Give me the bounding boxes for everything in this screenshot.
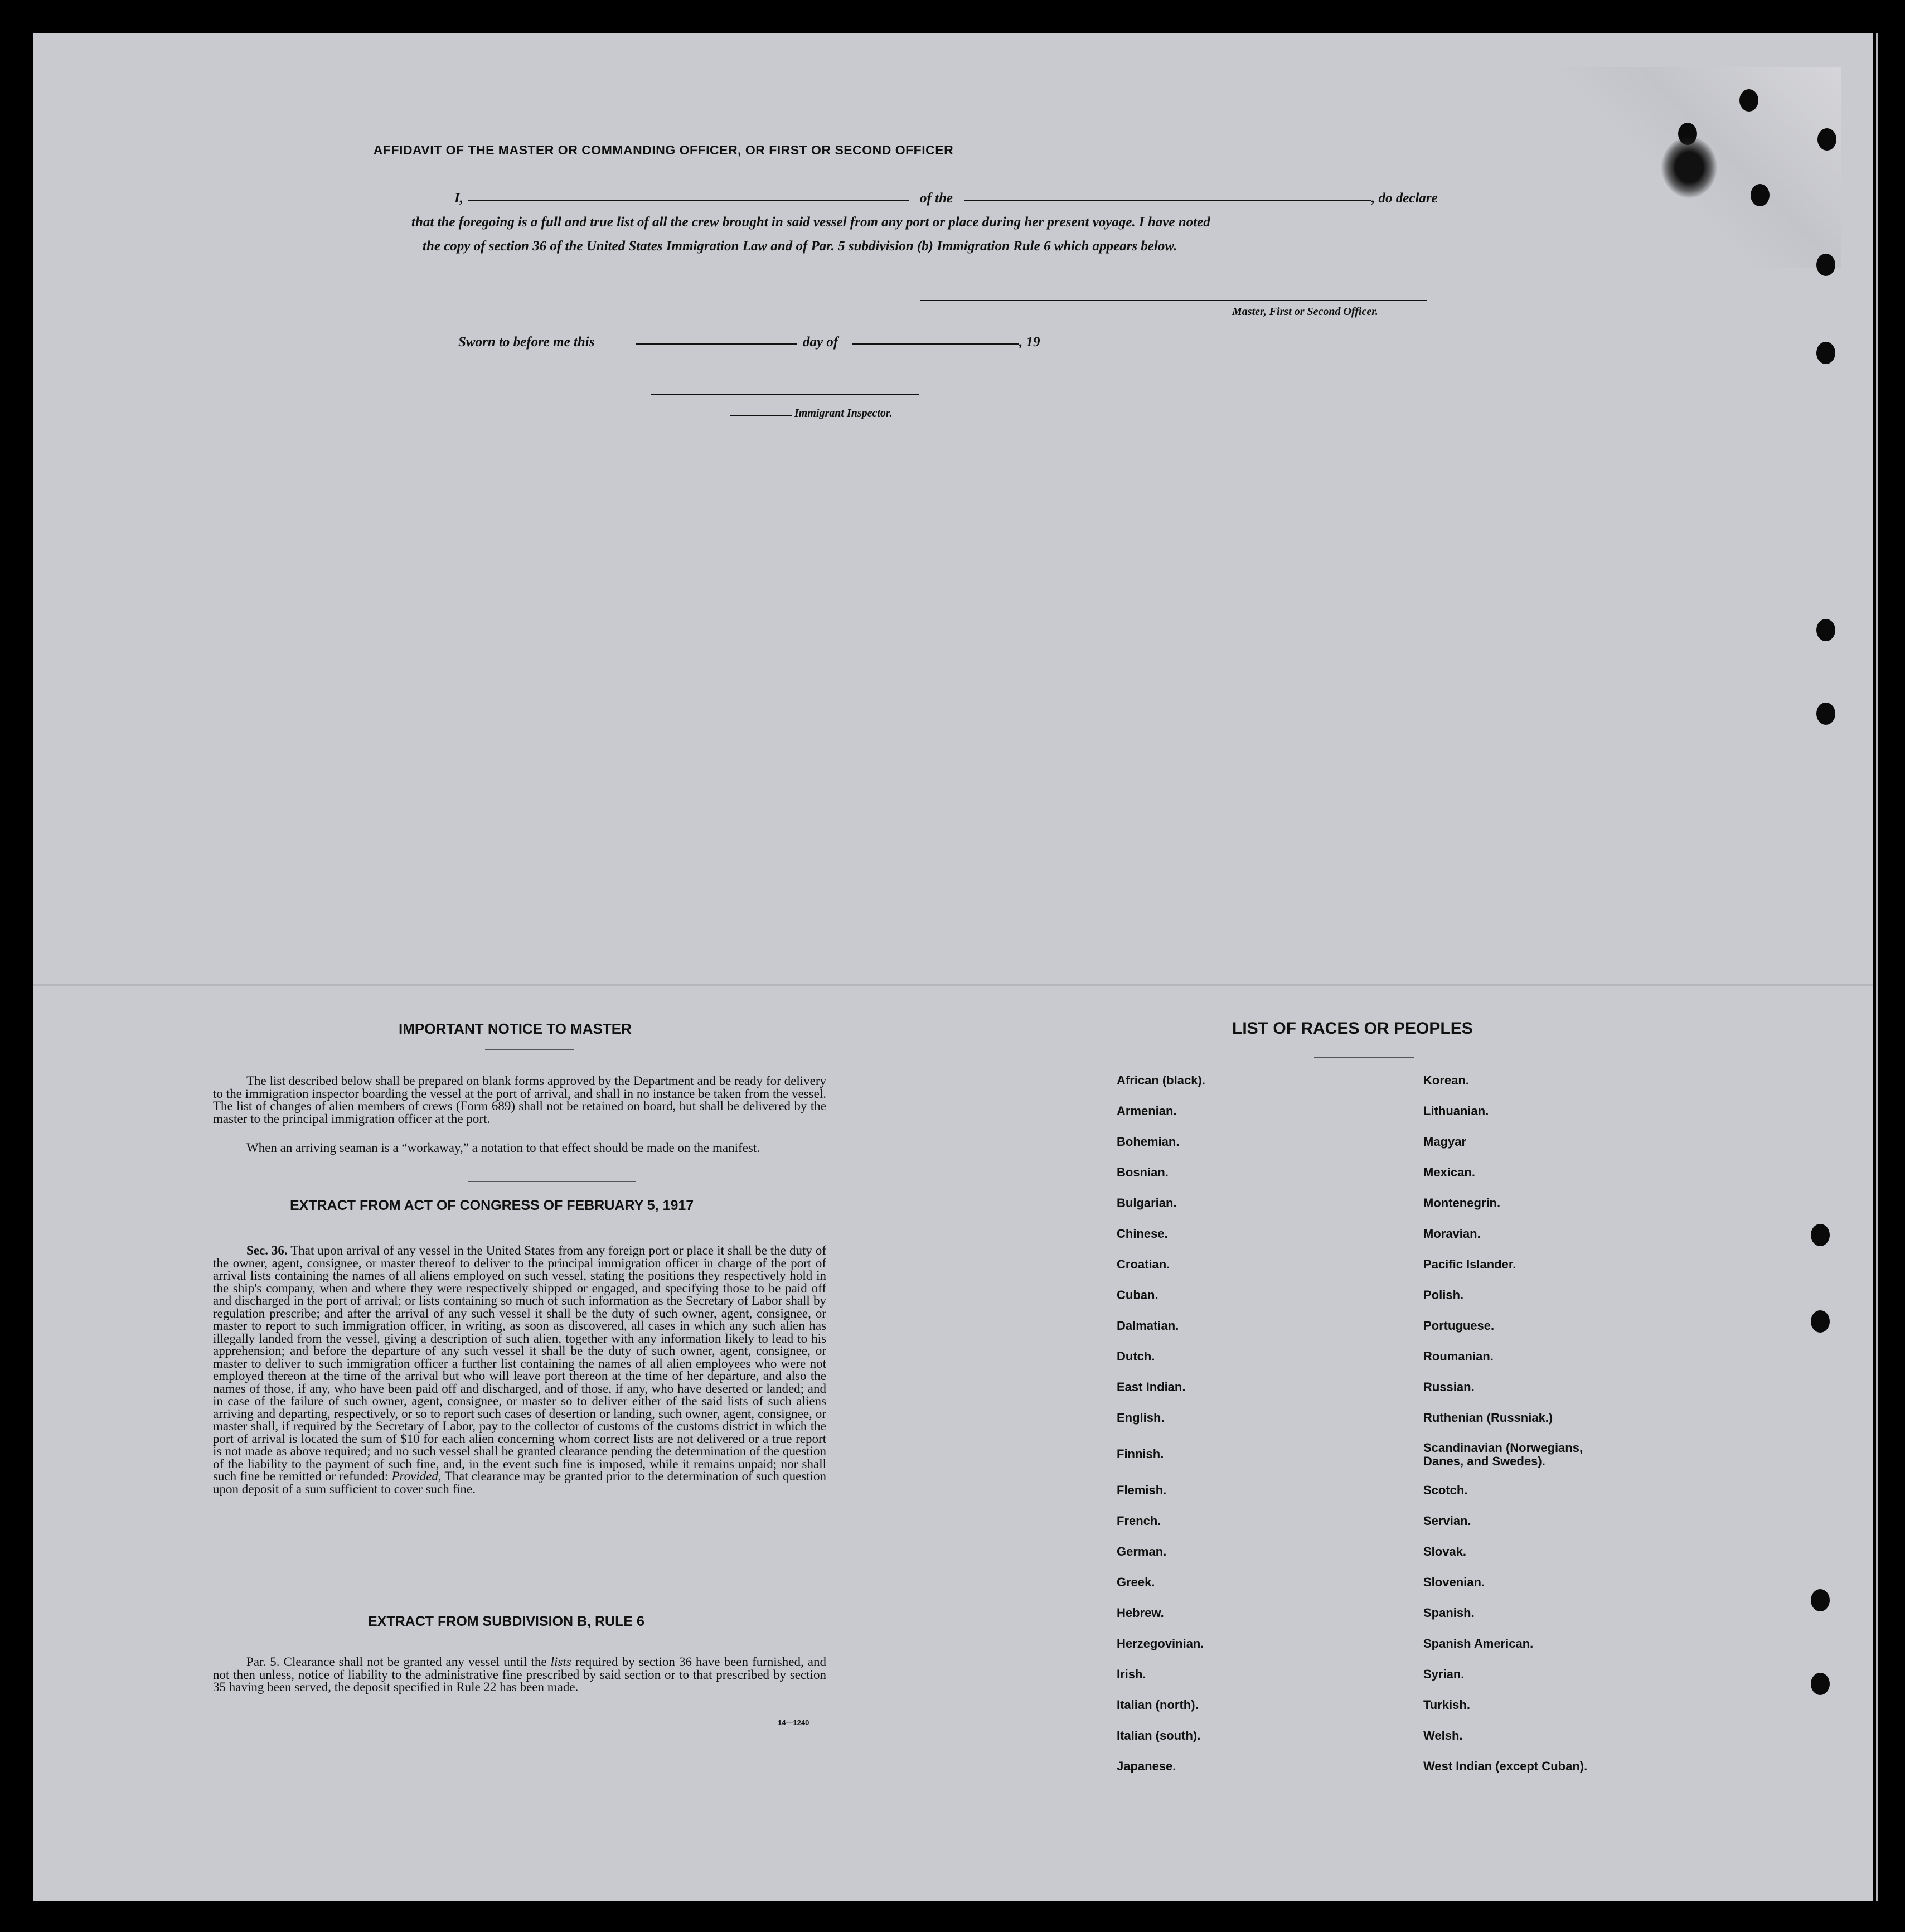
race-item: East Indian. bbox=[1117, 1380, 1186, 1394]
inspector-signature-field[interactable] bbox=[651, 394, 919, 395]
punch-hole-icon bbox=[1816, 342, 1835, 364]
punch-hole-icon bbox=[1811, 1673, 1830, 1695]
race-item: Bulgarian. bbox=[1117, 1196, 1177, 1210]
race-item: Moravian. bbox=[1423, 1227, 1481, 1241]
race-item: Dutch. bbox=[1117, 1349, 1155, 1363]
extract1-title: EXTRACT FROM ACT OF CONGRESS OF FEBRUARY 5, 1917 bbox=[290, 1198, 694, 1213]
officer-signature-field[interactable] bbox=[920, 300, 1427, 301]
race-item: Spanish American. bbox=[1423, 1636, 1534, 1650]
races-rule bbox=[1314, 1057, 1414, 1058]
race-item: Slovenian. bbox=[1423, 1575, 1485, 1589]
form-number: 14—1240 bbox=[778, 1718, 809, 1727]
affidavit-statement-line3: the copy of section 36 of the United States Immigration Law and of Par. 5 subdivision (b) Immigration Rule 6 which appears below. bbox=[423, 239, 1177, 254]
punch-hole-icon bbox=[1816, 254, 1835, 276]
extract2-title: EXTRACT FROM SUBDIVISION B, RULE 6 bbox=[368, 1614, 644, 1629]
race-item: Flemish. bbox=[1117, 1483, 1167, 1497]
declarant-label: I, bbox=[454, 191, 463, 206]
race-item: Scandinavian (Norwegians, Danes, and Swedes). bbox=[1423, 1441, 1583, 1468]
races-title: LIST OF RACES OR PEOPLES bbox=[1232, 1019, 1473, 1038]
race-item: Lithuanian. bbox=[1423, 1104, 1489, 1118]
race-item: Herzegovinian. bbox=[1117, 1636, 1204, 1650]
vessel-name-field[interactable] bbox=[964, 200, 1371, 201]
race-item: Russian. bbox=[1423, 1380, 1475, 1394]
race-item: Finnish. bbox=[1117, 1447, 1164, 1461]
race-item: Italian (south). bbox=[1117, 1728, 1201, 1742]
sworn-label: Sworn to before me this bbox=[458, 335, 595, 350]
affidavit-title: AFFIDAVIT OF THE MASTER OR COMMANDING OFFICER, OR FIRST OR SECOND OFFICER bbox=[373, 143, 954, 157]
punch-hole-icon bbox=[1816, 619, 1835, 641]
vertical-fold bbox=[1876, 33, 1878, 1901]
race-item: Cuban. bbox=[1117, 1288, 1158, 1302]
race-item: Irish. bbox=[1117, 1667, 1146, 1681]
declarant-name-field[interactable] bbox=[468, 200, 909, 201]
document-page bbox=[33, 33, 1873, 1901]
par-5-body: required by section 36 have been furnished, and not then unless, notice of liability to the administrative fine prescribed by said section or to that prescribed by section 35 having been served, the deposit specified in Rule 22 has been made. bbox=[213, 1655, 827, 1694]
race-item: Greek. bbox=[1117, 1575, 1155, 1589]
race-item: Ruthenian (Russniak.) bbox=[1423, 1411, 1553, 1425]
race-item: Chinese. bbox=[1117, 1227, 1168, 1241]
race-item: Servian. bbox=[1423, 1514, 1471, 1528]
notice-paragraph-1: The list described below shall be prepared on blank forms approved by the Department and be ready for delivery to the immigration inspector boarding the vessel at the port of arrival, and shall in no instance be taken from the vessel. The list of changes of alien members of crews (Form 689) shall not be retained on board, but shall be delivered by the master to the principal immigration officer at the port. bbox=[213, 1074, 826, 1126]
declare-label: , do declare bbox=[1371, 191, 1438, 206]
race-item: Croatian. bbox=[1117, 1257, 1170, 1271]
section-36-body: That upon arrival of any vessel in the United States from any foreign port or place it shall be the duty of the owner, agent, consignee, or master thereof to deliver to the principal immigration officer in charge of the port of arrival lists containing the names of all aliens employed on such vessel, stating the positions they respectively hold in the ship's company, when and where they were respectively shipped or engaged, and specifying those to be paid off and discharged in the port of arrival; or lists containing so much of such information as the Secretary of Labor shall by regulation prescribe; and after the arrival of any such vessel it shall be the duty of such owner, agent, consignee, or master to report to such immigration officer, in writing, as soon as discovered, all cases in which any such alien has illegally landed from the vessel, giving a description of such alien, together with any information likely to lead to his apprehension; and before the departure of any such vessel it shall be the duty of such owner, agent, consignee, or master to deliver to such immigration officer a further list containing the names of all alien employees who were not employed thereon at the time of the arrival but who will leave port thereon at the time of her departure, and also the names of those, if any, who have been paid off and discharged, and of those, if any, who have deserted or landed; and in case of the failure of such owner, agent, consignee, or master so to deliver either of the said lists of such aliens arriving and departing, respectively, or so to report such cases of desertion or landing, such owner, agent, consignee, or master shall, if required by the Secretary of Labor, pay to the collector of customs of the customs district in which the port of arrival is located the sum of $10 for each alien concerning whom correct lists are not delivered or a true report is not made as above required; and no such vessel shall be granted clearance pending the determination of the question of the liability to the payment of such fine, and, in the event such fine is imposed, while it remains unpaid; nor shall such fine be remitted or refunded: bbox=[213, 1243, 826, 1483]
inspector-caption: Immigrant Inspector. bbox=[794, 407, 893, 419]
punch-hole-icon bbox=[1817, 128, 1836, 151]
race-item: African (black). bbox=[1117, 1073, 1205, 1087]
race-item: Italian (north). bbox=[1117, 1698, 1199, 1712]
race-item: Armenian. bbox=[1117, 1104, 1177, 1118]
inspector-short-rule bbox=[730, 415, 792, 416]
race-item: Bohemian. bbox=[1117, 1135, 1180, 1149]
race-item: French. bbox=[1117, 1514, 1161, 1528]
section-36-text bbox=[213, 1245, 826, 1495]
horizontal-fold bbox=[33, 984, 1873, 986]
race-item: Portuguese. bbox=[1423, 1319, 1495, 1333]
race-item: English. bbox=[1117, 1411, 1165, 1425]
provided-term: Provided, bbox=[391, 1469, 442, 1483]
race-item: Montenegrin. bbox=[1423, 1196, 1501, 1210]
punch-hole-icon bbox=[1751, 184, 1770, 206]
sworn-month-field[interactable] bbox=[852, 343, 1019, 345]
punch-hole-icon bbox=[1811, 1310, 1830, 1333]
notice-rule bbox=[485, 1049, 574, 1050]
race-item: Mexican. bbox=[1423, 1165, 1475, 1179]
race-item: Roumanian. bbox=[1423, 1349, 1494, 1363]
par-5-text bbox=[213, 1656, 826, 1694]
race-item: Bosnian. bbox=[1117, 1165, 1169, 1179]
notice-paragraph-2: When an arriving seaman is a “workaway,” a notation to that effect should be made on the manifest. bbox=[246, 1141, 760, 1155]
lists-term: lists bbox=[550, 1655, 571, 1669]
race-item: West Indian (except Cuban). bbox=[1423, 1759, 1588, 1773]
race-item: Hebrew. bbox=[1117, 1606, 1164, 1620]
race-item: Welsh. bbox=[1423, 1728, 1463, 1742]
race-item: Scotch. bbox=[1423, 1483, 1468, 1497]
affidavit-statement-line2: that the foregoing is a full and true list of all the crew brought in said vessel from any port or place during her present voyage. I have noted bbox=[411, 215, 1210, 230]
race-item: Slovak. bbox=[1423, 1544, 1467, 1558]
punch-hole-icon bbox=[1811, 1589, 1830, 1611]
race-item: Turkish. bbox=[1423, 1698, 1470, 1712]
race-item: Pacific Islander. bbox=[1423, 1257, 1516, 1271]
officer-signature-caption: Master, First or Second Officer. bbox=[1232, 306, 1378, 318]
par-5-intro: Par. 5. Clearance shall not be granted any vessel until the bbox=[246, 1655, 547, 1669]
punch-hole-icon bbox=[1816, 703, 1835, 725]
punch-hole-icon bbox=[1811, 1224, 1830, 1246]
race-item: Magyar bbox=[1423, 1135, 1467, 1149]
year-label: , 19 bbox=[1019, 335, 1040, 350]
race-item: Dalmatian. bbox=[1117, 1319, 1179, 1333]
day-of-label: day of bbox=[803, 335, 838, 350]
extract1-top-rule bbox=[468, 1181, 636, 1182]
race-item: Japanese. bbox=[1117, 1759, 1176, 1773]
sworn-day-field[interactable] bbox=[636, 343, 797, 345]
punch-hole-icon bbox=[1739, 89, 1758, 112]
notice-title: IMPORTANT NOTICE TO MASTER bbox=[399, 1020, 632, 1037]
race-item: German. bbox=[1117, 1544, 1167, 1558]
section-36-tail: That clearance may be granted prior to the determination of such question upon deposit of a sum sufficient to cover such fine. bbox=[213, 1469, 827, 1496]
vessel-label: of the bbox=[920, 191, 953, 206]
race-item: Spanish. bbox=[1423, 1606, 1475, 1620]
race-item: Polish. bbox=[1423, 1288, 1464, 1302]
race-item: Syrian. bbox=[1423, 1667, 1465, 1681]
ink-stain bbox=[1661, 137, 1717, 198]
section-36-label: Sec. 36. bbox=[246, 1243, 288, 1257]
race-item: Korean. bbox=[1423, 1073, 1469, 1087]
